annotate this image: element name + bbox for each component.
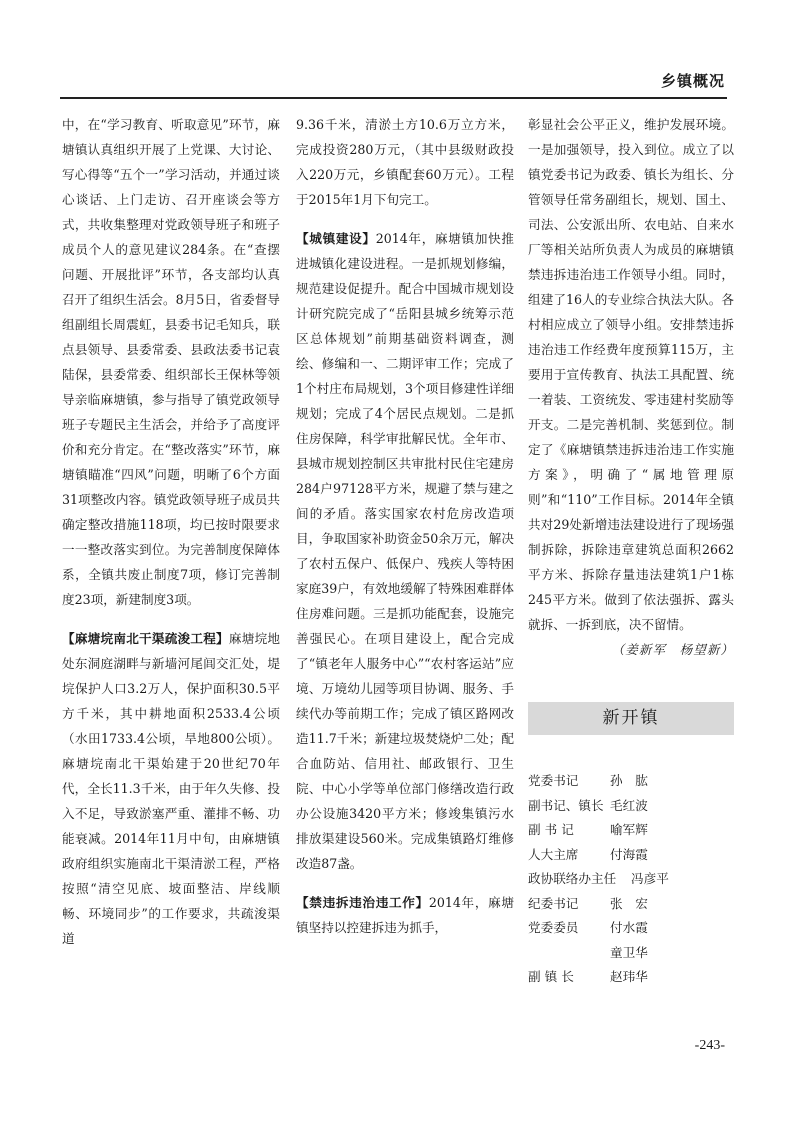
roster-name: 付海霞 bbox=[610, 846, 648, 862]
roster-row bbox=[528, 892, 734, 917]
section-paragraph bbox=[296, 890, 514, 940]
section-paragraph bbox=[296, 226, 514, 876]
section-body: 麻塘垸地处东洞庭湖畔与新墙河尾闾交汇处，堤垸保护人口3.2万人，保护面积30.5平方千米，其中耕地面积2533.4公顷（水田1733.4公顷，旱地800公顷）。麻塘垸南北干渠始建于20世纪70年代，全长11.3千米，由于年久失修、投入不足，导致淤塞严重、灌排不畅、功能衰减。2014年11月中旬，由麻塘镇政府组织实施南北干渠清淤工程，严格按照“清空见底、坡面整洁、岸线顺畅、环境同步”的工作要求，共疏浚渠道 bbox=[62, 631, 281, 946]
section-paragraph bbox=[62, 626, 280, 951]
roster-row bbox=[528, 769, 734, 794]
roster-name: 冯彦平 bbox=[631, 871, 669, 886]
section-body: 2014年，麻塘镇加快推进城镇化建设进程。一是抓规划修编，规范建设促提升。配合中国城市规划设计研究院完成了“岳阳县城乡统筹示范区总体规划”前期基础资料调查，测绘、修编和一、二期评审工作；完成了1个村庄布局规划，3个项目修建性详细规划；完成了4个居民点规划。二是抓住房保障，科学审批解民忧。全年市、县城市规划控制区共审批村民住宅建房284户97128平方米，规避了禁与建之间的矛盾。落实国家农村危房改造项目，争取国家补助资金50余万元，解决了农村五保户、低保户、残疾人等特困家庭39户，有效地缓解了特殊困难群体住房难问题。三是抓功能配套，设施完善强民心。在项目建设上，配合完成了“镇老年人服务中心”“农村客运站”应境、万境幼儿园等项目协调、服务、手续代办等前期工作；完成了镇区路网改造11.7千米；新建垃圾焚烧炉二处；配合血防站、信用社、邮政银行、卫生院、中心小学等单位部门修缮改造行政办公设施3420平方米；修竣集镇污水排放渠建设560米。完成集镇路灯维修改造87盏。 bbox=[296, 231, 514, 871]
section-title: 【禁违拆违治违工作】 bbox=[296, 895, 429, 910]
roster-role: 副书记、镇长 bbox=[528, 797, 604, 813]
roster-role: 党委委员 bbox=[528, 920, 579, 935]
roster-role: 副 镇 长 bbox=[528, 969, 574, 984]
section-title: 【城镇建设】 bbox=[296, 231, 376, 246]
roster-role bbox=[528, 941, 610, 966]
roster-name: 童卫华 bbox=[610, 944, 648, 960]
roster-row bbox=[528, 818, 734, 843]
roster-name: 孙 肱 bbox=[610, 773, 648, 788]
section-title: 【麻塘垸南北干渠疏浚工程】 bbox=[62, 631, 229, 646]
roster-name: 喻军辉 bbox=[610, 822, 648, 837]
paragraph: 9.36千米，清淤土方10.6万立方米，完成投资280万元，（其中县级财政投入220万元，乡镇配套60万元）。工程于2015年1月下旬完工。 bbox=[296, 117, 514, 207]
paragraph: 彰显社会公平正义，维护发展环境。一是加强领导，投入到位。成立了以镇党委书记为政委、镇长为组长、分管领导任常务副组长，规划、国土、司法、公安派出所、农电站、自来水厂等相关站所负责人为成员的麻塘镇禁违拆违治违工作领导小组。同时，组建了16人的专业综合执法大队。各村相应成立了领导小组。安排禁违拆违治违工作经费年度预算115万，主要用于宣传教育、执法工具配置、统一着装、工资统发、零违建村奖励等开支。二是完善机制、奖惩到位。制定了《麻塘镇禁违拆违治违工作实施方案》，明确了“属地管理原则”和“110”工作目标。2014年全镇共对29处新增违法建设进行了现场强制拆除，拆除违章建筑总面积2662平方米、拆除存量违法建筑1户1栋245平方米。做到了依法强拆、露头就拆、一拆到底，决不留情。 bbox=[528, 117, 734, 632]
roster-role: 副 书 记 bbox=[528, 822, 574, 837]
roster-row bbox=[528, 941, 734, 966]
page-number: -243- bbox=[694, 1038, 725, 1053]
roster-name: 付水霞 bbox=[610, 920, 648, 935]
roster-row bbox=[528, 843, 734, 868]
roster-name: 张 宏 bbox=[610, 895, 648, 911]
author-credit: （姜新军 杨望新） bbox=[611, 642, 734, 657]
section-body: 2014年，麻塘镇坚持以控建拆违为抓手， bbox=[296, 895, 514, 935]
column-1 bbox=[62, 112, 280, 951]
town-heading: 新开镇 bbox=[528, 702, 734, 735]
roster-row bbox=[528, 965, 734, 990]
header-divider bbox=[60, 97, 727, 99]
roster-row bbox=[528, 794, 734, 819]
roster-name: 赵玮华 bbox=[610, 969, 648, 984]
page-header-title: 乡镇概况 bbox=[660, 72, 725, 90]
roster-role: 党委书记 bbox=[528, 773, 579, 788]
roster-role: 纪委书记 bbox=[528, 895, 579, 911]
roster-role: 人大主席 bbox=[528, 846, 579, 862]
paragraph: 中，在“学习教育、听取意见”环节，麻塘镇认真组织开展了上党课、大讨论、写心得等“五个一”学习活动，并通过谈心谈话、上门走访、召开座谈会等方式，共收集整理对党政领导班子和班子成员个人的意见建议284条。在“查摆问题、开展批评”环节，各支部均认真召开了组织生活会。8月5日，省委督导组副组长周震虹，县委书记毛知兵，联点县领导、县委常委、县政法委书记袁陆保，县委常委、组织部长王保林等领导亲临麻塘镇，参与指导了镇党政领导班子专题民主生活会，并给予了高度评价和充分肯定。在“整改落实”环节，麻塘镇瞄准“四风”问题，明晰了6个方面31项整改内容。镇党政领导班子成员共确定整改措施118项，均已按时限要求一一整改落实到位。为完善制度保障体系，全镇共废止制度7项，修订完善制度23项，新建制度3项。 bbox=[62, 117, 280, 607]
leadership-roster bbox=[528, 769, 734, 990]
roster-row bbox=[528, 916, 734, 941]
roster-row bbox=[528, 867, 734, 892]
column-3 bbox=[528, 112, 734, 990]
column-2 bbox=[296, 112, 514, 940]
roster-name: 毛红波 bbox=[610, 797, 648, 813]
roster-role: 政协联络办主任 bbox=[528, 871, 617, 886]
